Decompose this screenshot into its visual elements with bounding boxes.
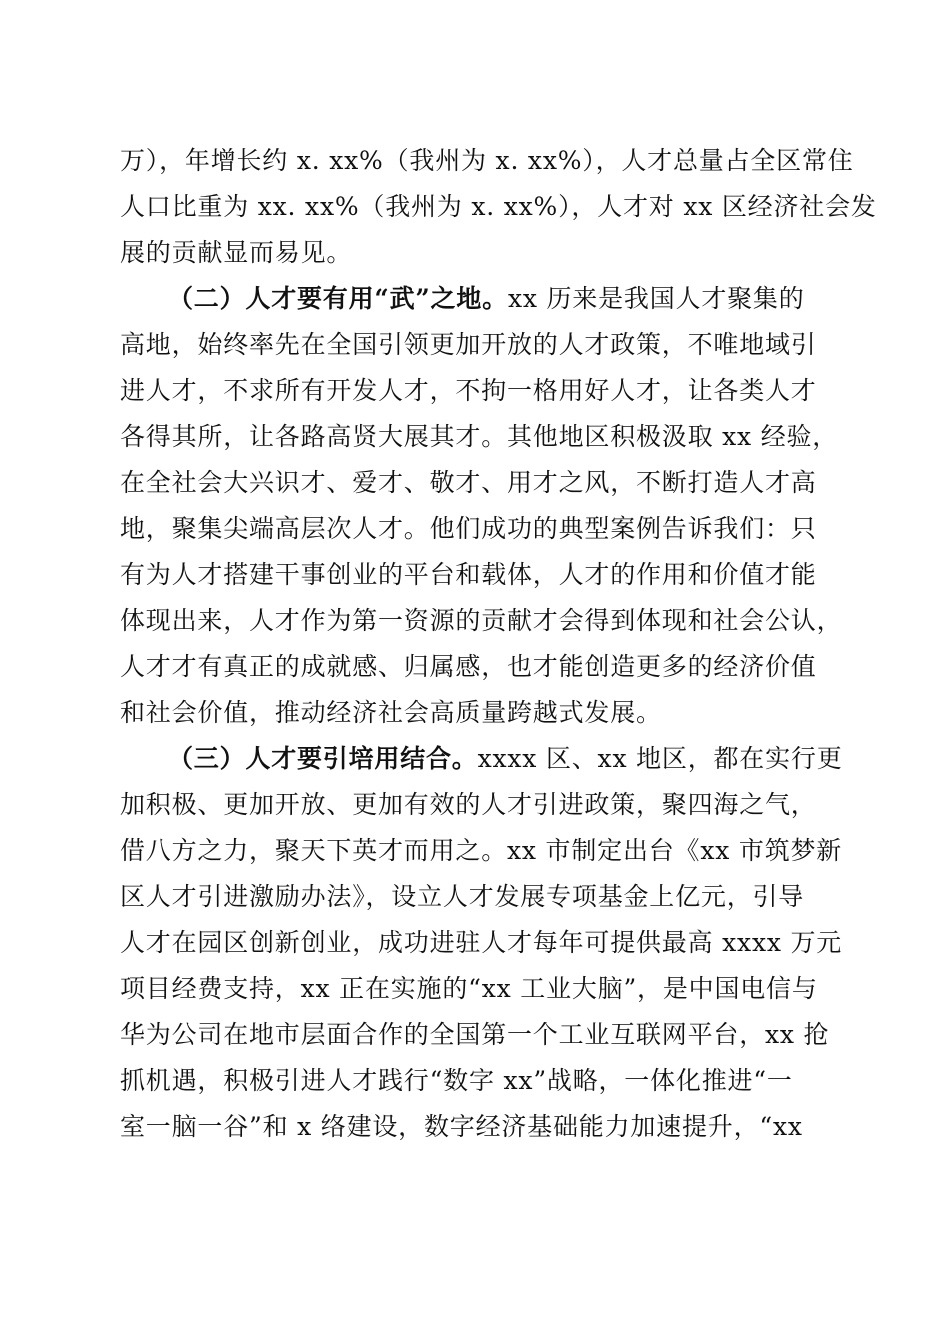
section-text: xx 历来是我国人才聚集的 bbox=[507, 284, 805, 313]
text-line: 有为人才搭建干事创业的平台和载体，人才的作用和价值才能 bbox=[120, 560, 817, 589]
text-line: 室一脑一谷”和 x 络建设，数字经济基础能力加速提升，“xx bbox=[120, 1112, 803, 1141]
text-line: 各得其所，让各路高贤大展其才。其他地区积极汲取 xx 经验， bbox=[120, 422, 839, 451]
paragraph-heading-line bbox=[168, 739, 843, 779]
text-line: 项目经费支持，xx 正在实施的“xx 工业大脑”，是中国电信与 bbox=[120, 974, 818, 1003]
section-text: xxxx 区、xx 地区，都在实行更 bbox=[477, 744, 843, 773]
text-line: 在全社会大兴识才、爱才、敬才、用才之风，不断打造人才高 bbox=[120, 468, 817, 497]
paragraph-heading-line bbox=[168, 279, 830, 319]
text-line: 展的贡献显而易见。 bbox=[120, 238, 353, 267]
text-line: 地，聚集尖端高层次人才。他们成功的典型案例告诉我们：只 bbox=[120, 514, 817, 543]
text-line: 和社会价值，推动经济社会高质量跨越式发展。 bbox=[120, 698, 662, 727]
text-line: 万），年增长约 x. xx%（我州为 x. xx%），人才总量占全区常住 bbox=[120, 146, 854, 175]
text-line: 加积极、更加开放、更加有效的人才引进政策，聚四海之气， bbox=[120, 790, 817, 819]
text-line: 借八方之力，聚天下英才而用之。xx 市制定出台《xx 市筑梦新 bbox=[120, 836, 843, 865]
text-line: 华为公司在地市层面合作的全国第一个工业互联网平台，xx 抢 bbox=[120, 1020, 830, 1049]
text-line: 抓机遇，积极引进人才践行“数字 xx”战略，一体化推进“一 bbox=[120, 1066, 793, 1095]
text-line: 人才在园区创新创业，成功进驻人才每年可提供最高 xxxx 万元 bbox=[120, 928, 843, 957]
text-line: 人才才有真正的成就感、归属感，也才能创造更多的经济价值 bbox=[120, 652, 817, 681]
text-line: 体现出来，人才作为第一资源的贡献才会得到体现和社会公认， bbox=[120, 606, 843, 635]
text-line: 进人才，不求所有开发人才，不拘一格用好人才，让各类人才 bbox=[120, 376, 817, 405]
text-line: 人口比重为 xx. xx%（我州为 x. xx%），人才对 xx 区经济社会发 bbox=[120, 192, 877, 221]
text-line: 区人才引进激励办法》，设立人才发展专项基金上亿元，引导 bbox=[120, 882, 805, 911]
section-heading-2: （二）人才要有用“武”之地。 bbox=[168, 284, 508, 313]
section-heading-3: （三）人才要引培用结合。 bbox=[168, 744, 478, 773]
text-line: 高地，始终率先在全国引领更加开放的人才政策，不唯地域引 bbox=[120, 330, 817, 359]
